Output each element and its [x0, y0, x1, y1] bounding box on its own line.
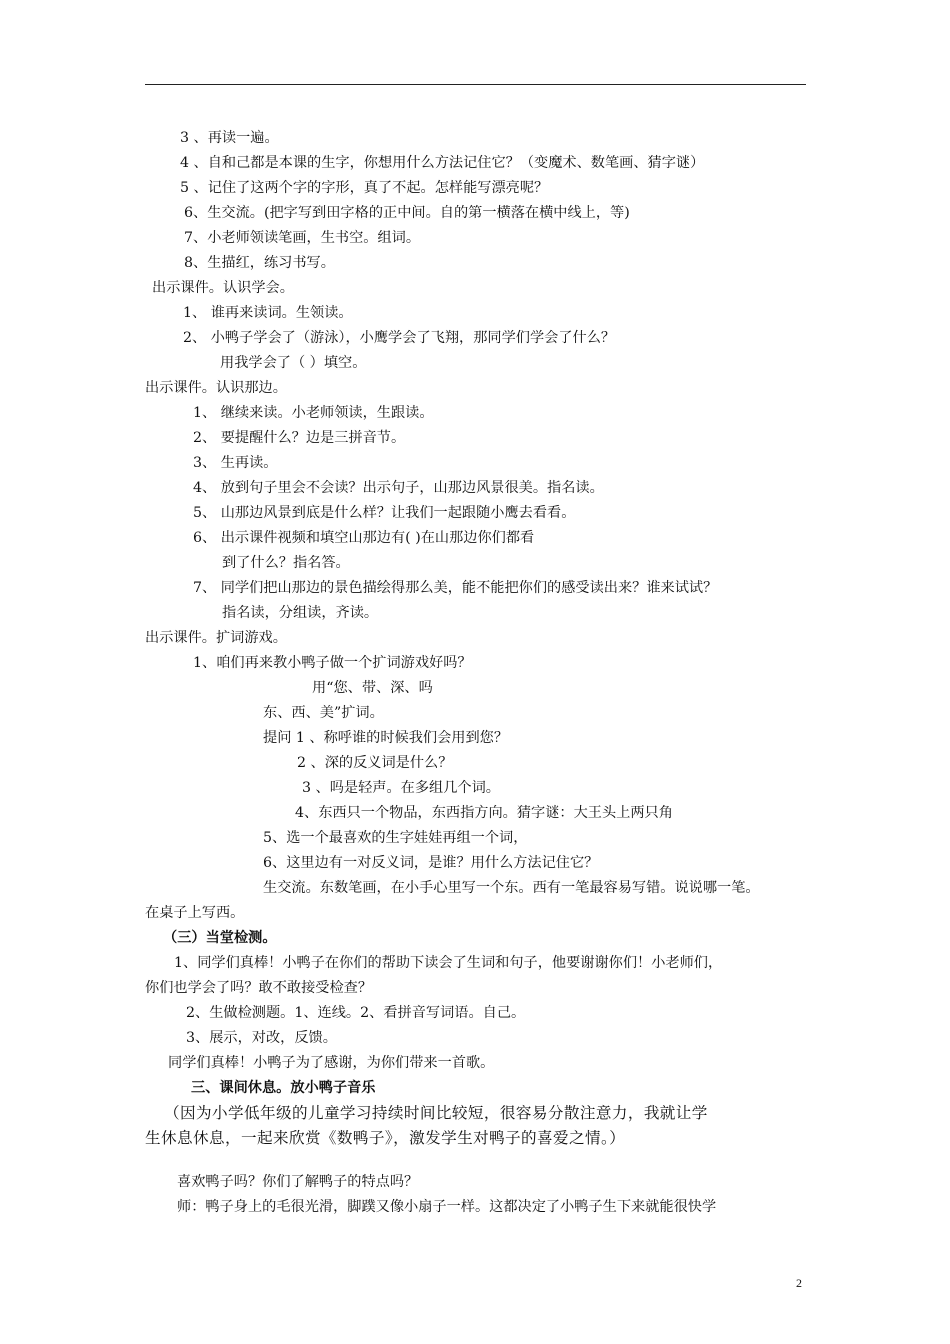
- text-line: 3、 生再读。: [193, 455, 278, 471]
- text-line: 同学们真棒！小鸭子为了感谢，为你们带来一首歌。: [168, 1055, 495, 1071]
- text-line: 2、生做检测题。1、连线。2、看拼音写词语。自己。: [186, 1005, 526, 1021]
- text-line: 1、同学们真棒！小鸭子在你们的帮助下读会了生词和句子，他要谢谢你们！小老师们，: [174, 955, 723, 971]
- text-line: 6、这里边有一对反义词，是谁？用什么方法记住它？: [263, 855, 599, 871]
- text-line: 4、 放到句子里会不会读？出示句子，山那边风景很美。指名读。: [193, 480, 604, 496]
- text-line: 三、课间休息。放小鸭子音乐: [191, 1080, 376, 1096]
- text-line: 提问 1 、称呼谁的时候我们会用到您？: [263, 730, 509, 746]
- page-number: 2: [796, 1276, 802, 1290]
- text-line: 6、 出示课件视频和填空山那边有( )在山那边你们都看: [193, 530, 535, 546]
- text-line: 4、东西只一个物品，东西指方向。猜字谜：大王头上两只角: [295, 805, 673, 821]
- text-line: （因为小学低年级的儿童学习持续时间比较短，很容易分散注意力，我就让学: [164, 1104, 708, 1122]
- text-line: 6、生交流。(把字写到田字格的正中间。自的第一横落在横中线上，等): [184, 205, 630, 221]
- text-line: 8、生描红，练习书写。: [184, 255, 335, 271]
- text-line: 2 、深的反义词是什么？: [297, 755, 453, 771]
- text-line: 师：鸭子身上的毛很光滑，脚蹼又像小扇子一样。这都决定了小鸭子生下来就能很快学: [177, 1199, 717, 1215]
- text-line: 生交流。东数笔画，在小手心里写一个东。西有一笔最容易写错。说说哪一笔。: [263, 880, 760, 896]
- text-line: 在桌子上写西。: [145, 905, 245, 921]
- text-line: 2、 要提醒什么？边是三拼音节。: [193, 430, 406, 446]
- text-line: 喜欢鸭子吗？你们了解鸭子的特点吗？: [177, 1174, 419, 1190]
- text-line: 出示课件。扩词游戏。: [145, 630, 287, 646]
- text-line: 你们也学会了吗？敢不敢接受检查？: [145, 980, 373, 996]
- text-line: 4 、自和己都是本课的生字，你想用什么方法记住它？（变魔术、数笔画、猜字谜）: [180, 155, 705, 171]
- text-line: 用我学会了（ ）填空。: [220, 355, 367, 371]
- text-line: 7、 同学们把山那边的景色描绘得那么美，能不能把你们的感受读出来？谁来试试？: [193, 580, 718, 596]
- text-line: 2、 小鸭子学会了（游泳），小鹰学会了飞翔，那同学们学会了什么？: [183, 330, 616, 346]
- text-line: 3 、吗是轻声。在多组几个词。: [302, 780, 500, 796]
- text-line: 出示课件。认识那边。: [145, 380, 287, 396]
- text-line: 出示课件。认识学会。: [152, 280, 294, 296]
- text-line: 3 、再读一遍。: [180, 130, 279, 146]
- text-line: 5、选一个最喜欢的生字娃娃再组一个词，: [263, 830, 528, 846]
- text-line: 7、小老师领读笔画，生书空。组词。: [184, 230, 421, 246]
- header-rule: [145, 84, 806, 85]
- text-line: 1、 继续来读。小老师领读，生跟读。: [193, 405, 434, 421]
- text-line: 3、展示，对改，反馈。: [186, 1030, 337, 1046]
- text-line: 5 、记住了这两个字的字形，真了不起。怎样能写漂亮呢？: [180, 180, 549, 196]
- text-line: 5、 山那边风景到底是什么样？让我们一起跟随小鹰去看看。: [193, 505, 576, 521]
- text-line: 用“您、带、深、吗: [312, 680, 433, 696]
- text-line: （三）当堂检测。: [163, 930, 277, 946]
- text-line: 到了什么？指名答。: [222, 555, 350, 571]
- text-line: 生休息休息，一起来欣赏《数鸭子》，激发学生对鸭子的喜爱之情。）: [145, 1129, 626, 1147]
- text-line: 东、西、美”扩词。: [263, 705, 384, 721]
- text-line: 1、咱们再来教小鸭子做一个扩词游戏好吗？: [193, 655, 472, 671]
- text-line: 1、 谁再来读词。生领读。: [183, 305, 353, 321]
- text-line: 指名读，分组读，齐读。: [222, 605, 379, 621]
